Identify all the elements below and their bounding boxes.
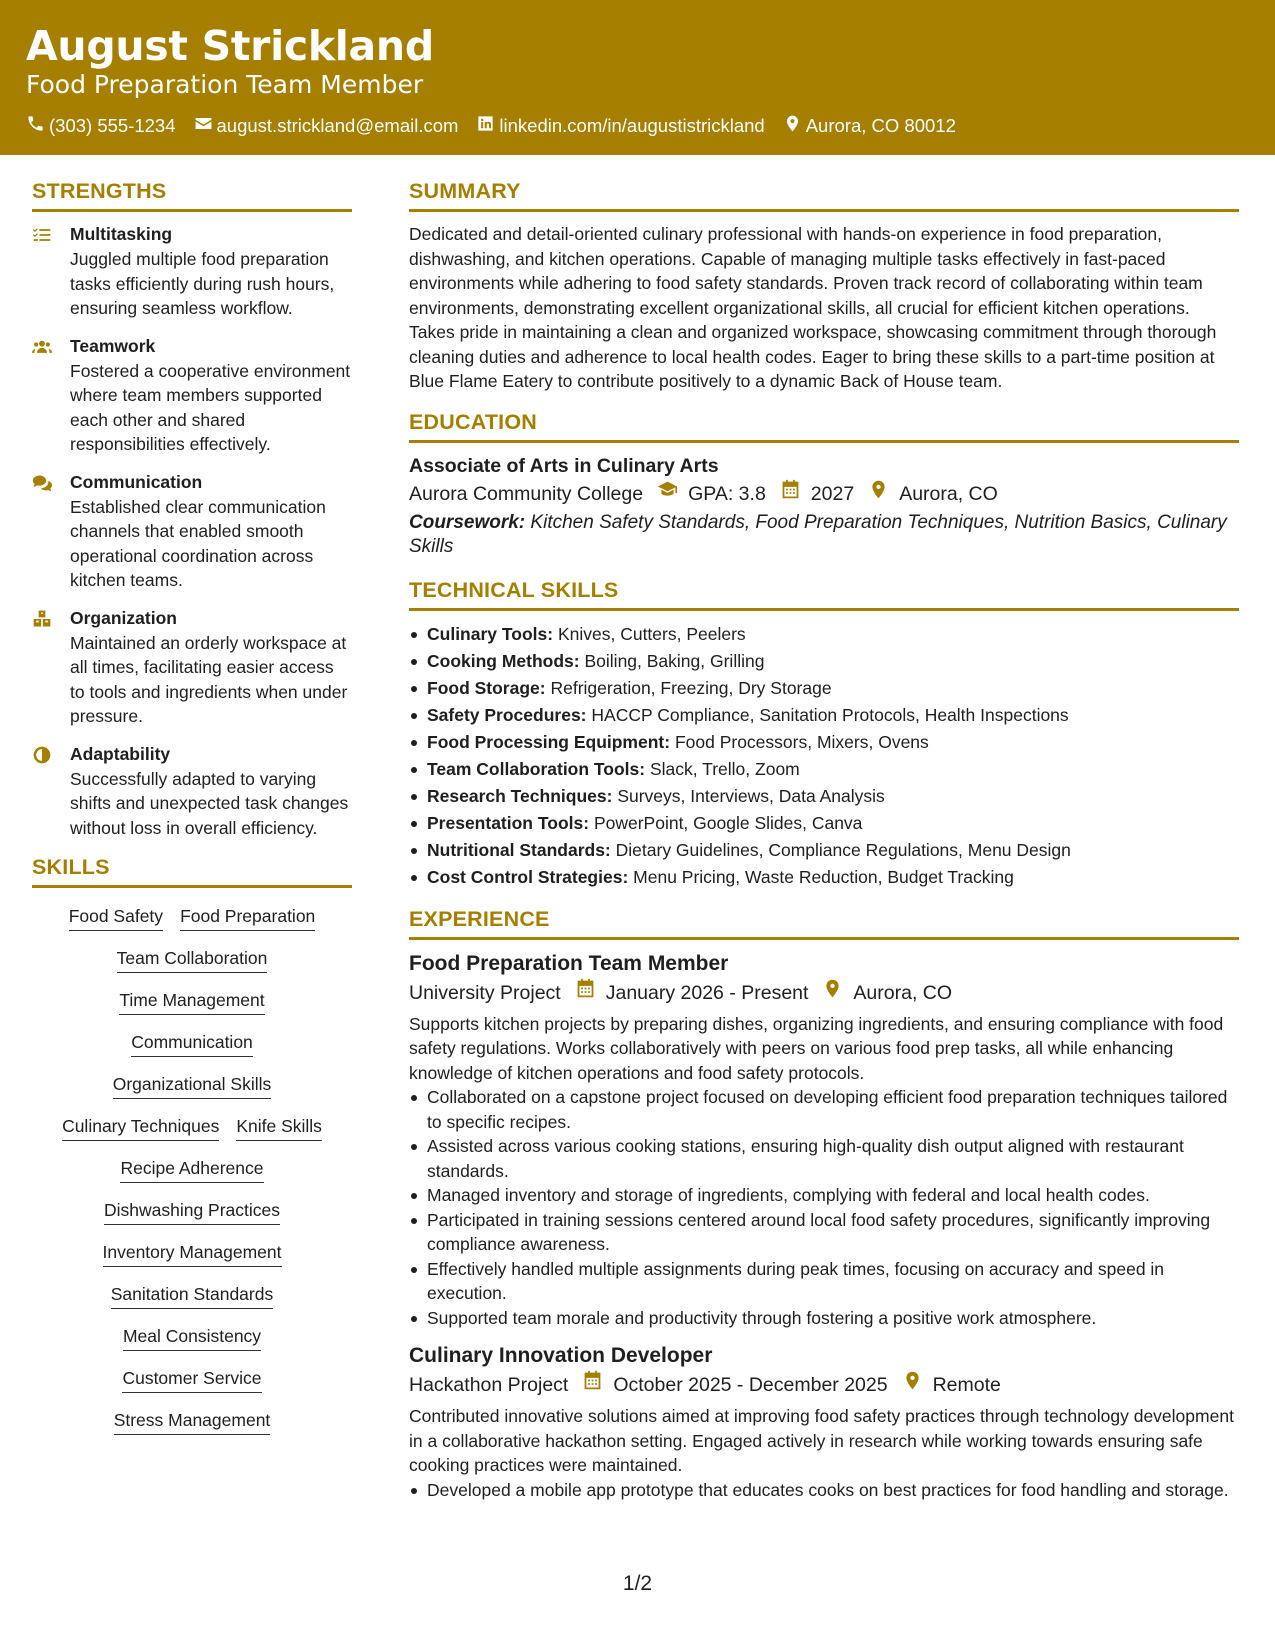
map-pin-icon bbox=[783, 114, 806, 138]
summary-heading: SUMMARY bbox=[409, 177, 1239, 212]
tech-skill-value: Boiling, Baking, Grilling bbox=[584, 650, 765, 671]
map-pin-icon bbox=[808, 978, 853, 1008]
skill-tag: Culinary Techniques bbox=[62, 1114, 219, 1141]
candidate-title: Food Preparation Team Member bbox=[26, 70, 424, 99]
skill-tag: Customer Service bbox=[122, 1366, 261, 1393]
strength-name: Multitasking bbox=[70, 224, 173, 244]
half-circle-icon bbox=[32, 752, 52, 769]
phone-text: (303) 555-1234 bbox=[49, 115, 176, 136]
strength-desc: Established clear communication channels that enabled smooth operational coordination across kitchen teams. bbox=[70, 496, 326, 590]
coursework bbox=[409, 511, 1239, 560]
technical-skills-list bbox=[409, 621, 1239, 891]
right-column bbox=[409, 177, 1239, 1502]
list-item: Participated in training sessions centered around local food safety procedures, significantly improving compliance awareness. bbox=[409, 1208, 1239, 1257]
tech-skill-value: HACCP Compliance, Sanitation Protocols, Health Inspections bbox=[591, 704, 1069, 725]
skill-tag: Dishwashing Practices bbox=[104, 1198, 280, 1225]
strength-name: Teamwork bbox=[70, 335, 156, 356]
tech-skill-label: Food Storage: bbox=[427, 677, 546, 698]
strength-item bbox=[32, 606, 352, 729]
skill-tag: Sanitation Standards bbox=[111, 1282, 273, 1309]
job-meta bbox=[409, 1370, 1239, 1400]
skills-list bbox=[32, 898, 352, 1435]
list-item: Supported team morale and productivity through fostering a positive work atmosphere. bbox=[409, 1306, 1239, 1331]
skill-tag: Meal Consistency bbox=[123, 1324, 261, 1351]
skill-tag: Food Preparation bbox=[180, 904, 315, 931]
list-item: Assisted across various cooking stations, ensuring high-quality dish output aligned with restaurant standards. bbox=[409, 1134, 1239, 1183]
tech-skill-label: Safety Procedures: bbox=[427, 704, 587, 725]
job-dates: October 2025 - December 2025 bbox=[613, 1374, 888, 1396]
job-title: Food Preparation Team Member bbox=[409, 951, 729, 975]
tech-skill-value: Surveys, Interviews, Data Analysis bbox=[617, 785, 885, 806]
graduation-year: 2027 bbox=[810, 482, 855, 505]
tech-skill-value: Refrigeration, Freezing, Dry Storage bbox=[550, 677, 832, 698]
list-item bbox=[409, 864, 1239, 891]
list-item bbox=[409, 729, 1239, 756]
users-icon bbox=[32, 344, 52, 361]
strength-desc: Fostered a cooperative environment where team members supported each other and shared responsibilities effectively. bbox=[70, 360, 351, 454]
tech-skill-label: Culinary Tools: bbox=[427, 623, 554, 644]
linkedin-text[interactable]: linkedin.com/in/augustistrickland bbox=[499, 115, 765, 136]
tech-skill-label: Cooking Methods: bbox=[427, 650, 580, 671]
job-entry bbox=[409, 950, 1239, 1331]
tech-skill-value: PowerPoint, Google Slides, Canva bbox=[593, 812, 863, 833]
skill-tag: Recipe Adherence bbox=[120, 1156, 263, 1183]
list-item bbox=[409, 783, 1239, 810]
tech-skill-label: Presentation Tools: bbox=[427, 812, 590, 833]
job-description: Supports kitchen projects by preparing dishes, organizing ingredients, and ensuring compliance with food safety regulations. Works collaboratively with peers on various food prep tasks, all while enhancing knowledge of kitchen operations and food safety protocols. bbox=[409, 1013, 1224, 1083]
skill-tag: Food Safety bbox=[69, 904, 163, 931]
calendar-icon bbox=[568, 1370, 613, 1400]
tech-skill-label: Cost Control Strategies: bbox=[427, 866, 629, 887]
linkedin-icon bbox=[476, 114, 499, 138]
job-location: Aurora, CO bbox=[853, 981, 953, 1004]
strength-item bbox=[32, 334, 352, 457]
calendar-icon bbox=[561, 978, 606, 1008]
tech-skill-label: Team Collaboration Tools: bbox=[427, 758, 646, 779]
skills-heading: SKILLS bbox=[32, 853, 352, 888]
skill-tag: Inventory Management bbox=[103, 1240, 282, 1267]
school-name: Aurora Community College bbox=[409, 482, 644, 505]
job-org: University Project bbox=[409, 981, 561, 1004]
email-text[interactable]: august.strickland@email.com bbox=[216, 115, 459, 136]
tech-skill-value: Knives, Cutters, Peelers bbox=[557, 623, 746, 644]
strength-desc: Juggled multiple food preparation tasks efficiently during rush hours, ensuring seamless workflow. bbox=[70, 249, 335, 318]
coursework-label: Coursework: bbox=[409, 511, 526, 533]
list-item bbox=[409, 837, 1239, 864]
education-meta bbox=[409, 479, 1239, 509]
job-description: Contributed innovative solutions aimed at improving food safety practices through technology development in a collaborative hackathon setting. Engaged actively in research while working towards ensuring safe cooking practices were maintained. bbox=[409, 1406, 1234, 1475]
technical-skills-heading: TECHNICAL SKILLS bbox=[409, 576, 1239, 611]
job-title: Culinary Innovation Developer bbox=[409, 1344, 713, 1367]
list-item bbox=[409, 621, 1239, 648]
list-item: Managed inventory and storage of ingredients, complying with federal and local health codes. bbox=[409, 1183, 1239, 1208]
graduation-cap-icon bbox=[643, 479, 688, 509]
list-item bbox=[409, 648, 1239, 675]
resume-header bbox=[0, 0, 1275, 155]
job-location: Remote bbox=[932, 1374, 1001, 1396]
list-item bbox=[409, 810, 1239, 837]
tech-skill-value: Food Processors, Mixers, Ovens bbox=[674, 731, 929, 752]
comments-icon bbox=[32, 480, 52, 497]
boxes-icon bbox=[32, 616, 52, 633]
list-item bbox=[409, 702, 1239, 729]
education-heading: EDUCATION bbox=[409, 408, 1239, 443]
tech-skill-label: Research Techniques: bbox=[427, 785, 613, 806]
strength-item bbox=[32, 742, 352, 841]
list-item: Developed a mobile app prototype that educates cooks on best practices for food handling and storage. bbox=[409, 1478, 1239, 1503]
tech-skill-label: Food Processing Equipment: bbox=[427, 731, 671, 752]
envelope-icon bbox=[194, 114, 217, 138]
tech-skill-value: Slack, Trello, Zoom bbox=[649, 758, 800, 779]
location-text: Aurora, CO 80012 bbox=[805, 115, 956, 136]
contact-bar bbox=[26, 114, 1249, 138]
strength-desc: Maintained an orderly workspace at all times, facilitating easier access to tools and ingredients when under pressure. bbox=[70, 632, 348, 726]
list-item: Effectively handled multiple assignments during peak times, focusing on accuracy and speed in execution. bbox=[409, 1257, 1239, 1306]
job-bullets bbox=[409, 1478, 1239, 1503]
degree-title: Associate of Arts in Culinary Arts bbox=[409, 454, 719, 477]
list-item bbox=[409, 675, 1239, 702]
job-dates: January 2026 - Present bbox=[605, 981, 809, 1004]
calendar-icon bbox=[766, 479, 811, 509]
strength-name: Adaptability bbox=[70, 743, 171, 764]
contact-phone bbox=[26, 114, 176, 138]
summary-text: Dedicated and detail-oriented culinary professional with hands-on experience in food preparation, dishwashing, and kitchen operations. Capable of managing multiple tasks effectively in fast-paced environments while adhering to food safety standards. Proven track record of collaborating within team environments, demonstrating excellent organizational skills, all crucial for efficient kitchen operations. Takes pride in maintaining a clean and organized workspace, showcasing commitment through thorough cleaning duties and adherence to local health codes. Eager to bring these skills to a part-time position at Blue Flame Eatery to contribute positively to a dynamic Back of House team. bbox=[409, 224, 1217, 391]
strength-item bbox=[32, 470, 352, 593]
strength-item bbox=[32, 222, 352, 321]
job-meta bbox=[409, 978, 1239, 1008]
strengths-heading: STRENGTHS bbox=[32, 177, 352, 212]
skill-tag: Knife Skills bbox=[236, 1114, 322, 1141]
strength-name: Communication bbox=[70, 471, 203, 492]
experience-heading: EXPERIENCE bbox=[409, 905, 1239, 940]
skill-tag: Organizational Skills bbox=[113, 1072, 272, 1099]
school-location: Aurora, CO bbox=[899, 482, 998, 505]
left-column bbox=[32, 177, 352, 1435]
skill-tag: Communication bbox=[131, 1030, 253, 1057]
contact-linkedin[interactable] bbox=[476, 114, 764, 138]
tech-skill-value: Dietary Guidelines, Compliance Regulations, Menu Design bbox=[615, 839, 1071, 860]
contact-location bbox=[783, 114, 956, 138]
map-pin-icon bbox=[854, 479, 899, 509]
list-item bbox=[409, 756, 1239, 783]
coursework-list: Kitchen Safety Standards, Food Preparation Techniques, Nutrition Basics, Culinary Skills bbox=[409, 511, 1227, 557]
job-org: Hackathon Project bbox=[409, 1374, 569, 1396]
checklist-icon bbox=[32, 232, 52, 249]
strength-desc: Successfully adapted to varying shifts and unexpected task changes without loss in overall efficiency. bbox=[70, 768, 349, 838]
job-bullets bbox=[409, 1085, 1239, 1330]
list-item: Collaborated on a capstone project focused on developing efficient food preparation techniques tailored to specific recipes. bbox=[409, 1085, 1239, 1134]
phone-icon bbox=[26, 114, 49, 138]
map-pin-icon bbox=[888, 1370, 933, 1400]
contact-email[interactable] bbox=[194, 114, 459, 138]
skill-tag: Time Management bbox=[119, 988, 264, 1015]
gpa-text: GPA: 3.8 bbox=[688, 482, 766, 505]
tech-skill-label: Nutritional Standards: bbox=[427, 839, 611, 860]
skill-tag: Team Collaboration bbox=[117, 946, 268, 973]
tech-skill-value: Menu Pricing, Waste Reduction, Budget Tracking bbox=[633, 866, 1014, 887]
job-entry bbox=[409, 1342, 1239, 1502]
candidate-name: August Strickland bbox=[26, 22, 434, 70]
skill-tag: Stress Management bbox=[114, 1408, 271, 1435]
strength-name: Organization bbox=[70, 607, 177, 628]
page-number: 1/2 bbox=[622, 1572, 653, 1595]
